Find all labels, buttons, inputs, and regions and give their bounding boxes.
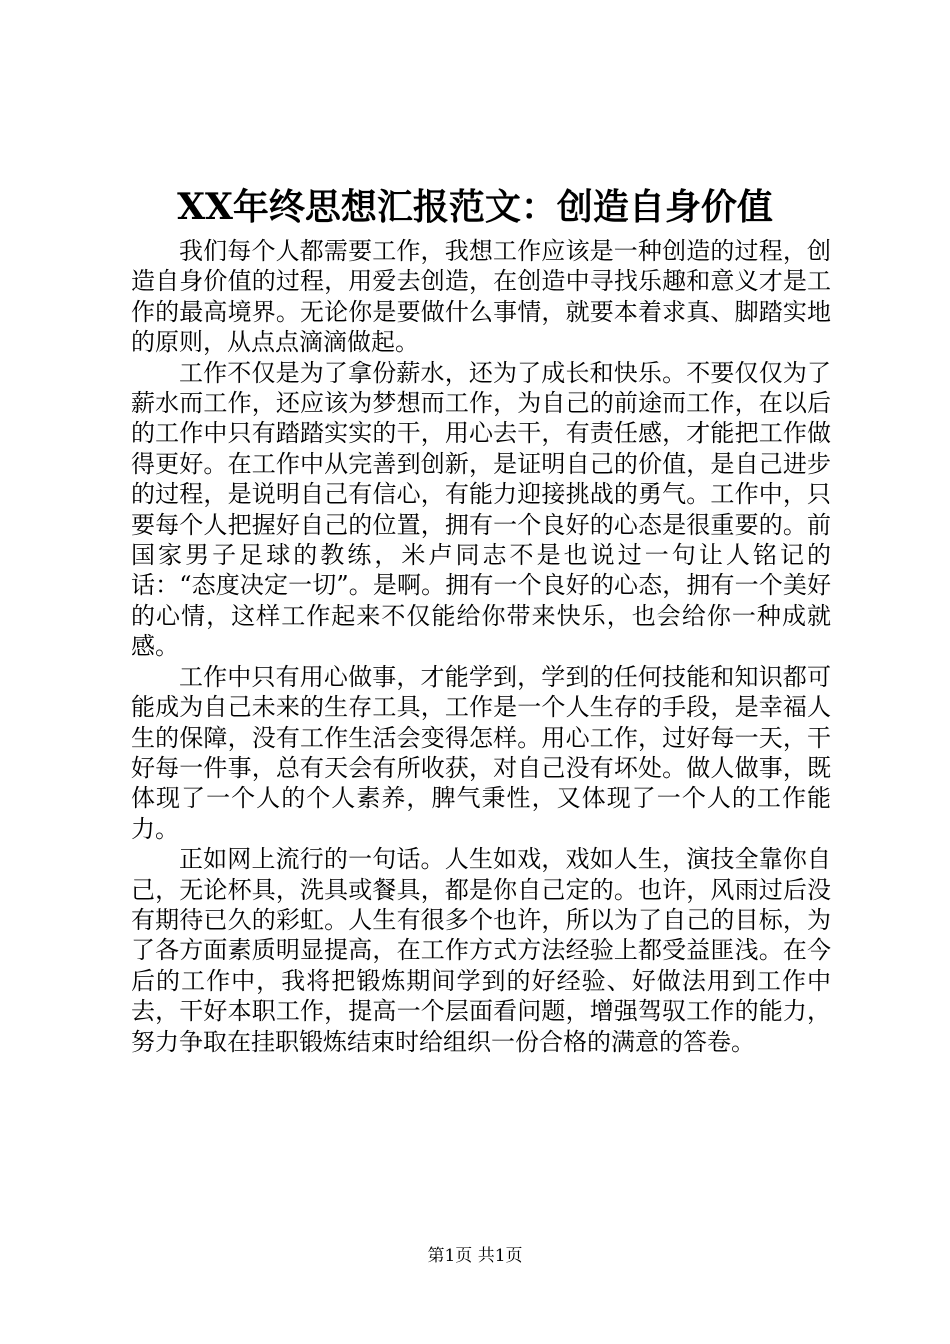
paragraph: 工作中只有用心做事，才能学到，学到的任何技能和知识都可能成为自己未来的生存工具，工作是一个人生存的手段，是幸福人生的保障，没有工作生活会变得怎样。用心工作，过好每一天，干好每一件事，总有天会有所收获，对自己没有坏处。做人做事，既体现了一个人的个人素养，脾气秉性，又体现了一个人的工作能力。: [131, 662, 831, 843]
paragraph: 工作不仅是为了拿份薪水，还为了成长和快乐。不要仅仅为了薪水而工作，还应该为梦想而工作，为自己的前途而工作，在以后的工作中只有踏踏实实的干，用心去干，有责任感，才能把工作做得更好。在工作中从完善到创新，是证明自己的价值，是自己进步的过程，是说明自己有信心，有能力迎接挑战的勇气。工作中，只要每个人把握好自己的位置，拥有一个良好的心态是很重要的。前国家男子足球的教练，米卢同志不是也说过一句让人铭记的话：“态度决定一切”。是啊。拥有一个良好的心态，拥有一个美好的心情，这样工作起来不仅能给你带来快乐，也会给你一种成就感。: [131, 358, 831, 661]
paragraph: 我们每个人都需要工作，我想工作应该是一种创造的过程，创造自身价值的过程，用爱去创造，在创造中寻找乐趣和意义才是工作的最高境界。无论你是要做什么事情，就要本着求真、脚踏实地的原则，从点点滴滴做起。: [131, 237, 831, 357]
paragraph: 正如网上流行的一句话。人生如戏，戏如人生，演技全靠你自己，无论杯具，洗具或餐具，都是你自己定的。也许，风雨过后没有期待已久的彩虹。人生有很多个也许，所以为了自己的目标，为了各方面素质明显提高，在工作方式方法经验上都受益匪浅。在今后的工作中，我将把锻炼期间学到的好经验、好做法用到工作中去，干好本职工作，提高一个层面看问题，增强驾驭工作的能力，努力争取在挂职锻炼结束时给组织一份合格的满意的答卷。: [131, 845, 831, 1056]
document-title: XX年终思想汇报范文：创造自身价值: [177, 186, 773, 228]
document-body: [131, 236, 831, 1057]
page-number-footer: 第1页 共1页: [427, 1246, 523, 1266]
